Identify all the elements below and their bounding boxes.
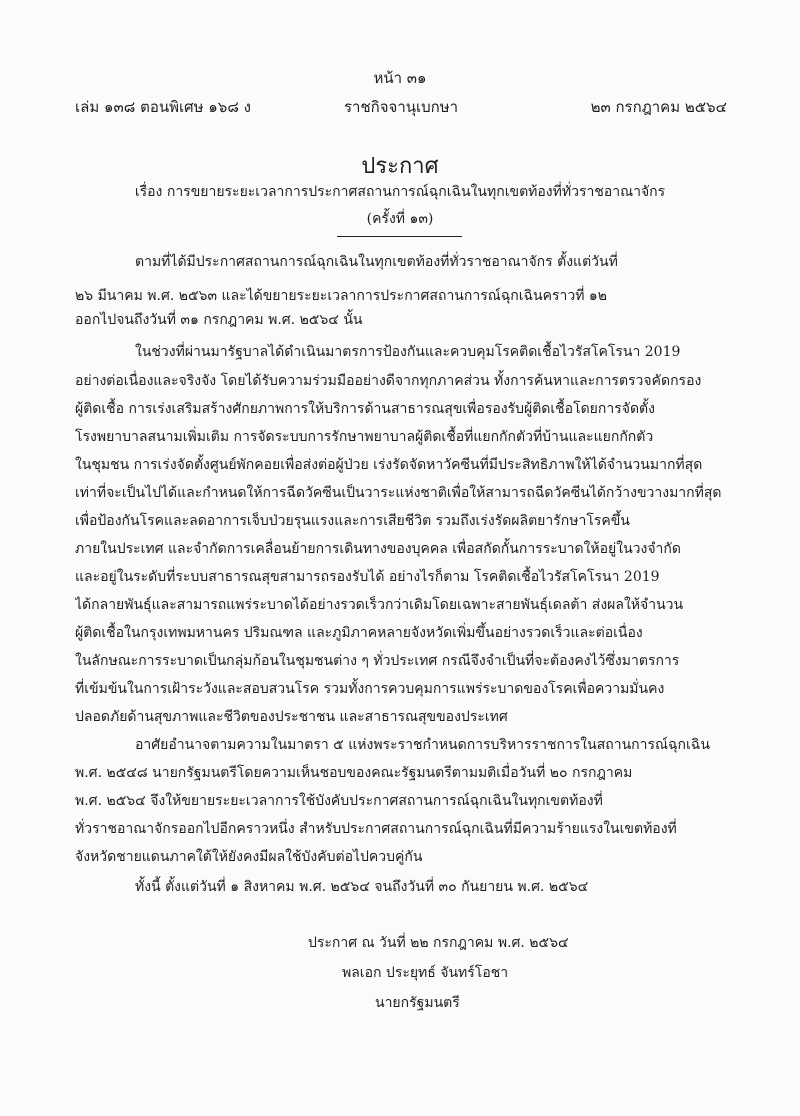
publication-date: ๒๓ กรกฎาคม ๒๕๖๔ [590,98,727,116]
body-line: พ.ศ. ๒๕๔๘ นายกรัฐมนตรีโดยความเห็นชอบของคณะรัฐมนตรีตามมติเมื่อวันที่ ๒๐ กรกฎาคม [75,765,633,781]
page-number: หน้า ๓๑ [373,69,427,87]
body-line: และอยู่ในระดับที่ระบบสาธารณสุขสามารถรองรับได้ อย่างไรก็ตาม โรคติดเชื้อไวรัสโคโรนา 2019 [75,569,660,585]
announcement-title: ประกาศ [361,154,439,179]
announcement-round: (ครั้งที่ ๑๓) [366,211,434,227]
body-line: ออกไปจนถึงวันที่ ๓๑ กรกฎาคม พ.ศ. ๒๕๖๔ นั้น [75,312,363,328]
body-line: ได้กลายพันธุ์และสามารถแพร่ระบาดได้อย่างรวดเร็วกว่าเดิมโดยเฉพาะสายพันธุ์เดลต้า ส่งผลให้จำนวน [75,597,684,613]
issue-date: ประกาศ ณ วันที่ ๒๒ กรกฎาคม พ.ศ. ๒๕๖๔ [308,935,569,951]
body-line: ในลักษณะการระบาดเป็นกลุ่มก้อนในชุมชนต่าง ๆ ทั่วประเทศ กรณีจึงจำเป็นที่จะต้องคงไว้ซึ่งมาตรการ [75,653,680,669]
body-line: เพื่อป้องกันโรคและลดอาการเจ็บป่วยรุนแรงและการเสียชีวิต รวมถึงเร่งรัดผลิตยารักษาโรคขึ้น [75,513,630,529]
body-line: ที่เข้มข้นในการเฝ้าระวังและสอบสวนโรค รวมทั้งการควบคุมการแพร่ระบาดของโรคเพื่อความมั่นคง [75,681,665,697]
body-line: อย่างต่อเนื่องและจริงจัง โดยได้รับความร่วมมืออย่างดีจากทุกภาคส่วน ทั้งการค้นหาและการตรวจคัดกรอง [75,373,702,389]
signatory-position: นายกรัฐมนตรี [375,995,460,1011]
body-line: ๒๖ มีนาคม พ.ศ. ๒๕๖๓ และได้ขยายระยะเวลาการประกาศสถานการณ์ฉุกเฉินคราวที่ ๑๒ [75,288,608,304]
gazette-name: ราชกิจจานุเบกษา [344,98,459,116]
body-line: ผู้ติดเชื้อในกรุงเทพมหานคร ปริมณฑล และภูมิภาคหลายจังหวัดเพิ่มขึ้นอย่างรวดเร็วและต่อเนื่อง [75,625,643,641]
body-line: ทั้งนี้ ตั้งแต่วันที่ ๑ สิงหาคม พ.ศ. ๒๕๖๔ จนถึงวันที่ ๓๐ กันยายน พ.ศ. ๒๕๖๔ [135,879,589,895]
body-line: ในชุมชน การเร่งจัดตั้งศูนย์พักคอยเพื่อส่งต่อผู้ป่วย เร่งรัดจัดหาวัคซีนที่มีประสิทธิภาพให้ได้จำนวนมากที่สุด [75,457,703,473]
body-line: ในช่วงที่ผ่านมารัฐบาลได้ดำเนินมาตรการป้องกันและควบคุมโรคติดเชื้อไวรัสโคโรนา 2019 [135,344,681,360]
body-line: ทั่วราชอาณาจักรออกไปอีกคราวหนึ่ง สำหรับประกาศสถานการณ์ฉุกเฉินที่มีความร้ายแรงในเขตท้องที่ [75,821,677,837]
announcement-subject: เรื่อง การขยายระยะเวลาการประกาศสถานการณ์ฉุกเฉินในทุกเขตท้องที่ทั่วราชอาณาจักร [134,184,666,200]
signatory-name: พลเอก ประยุทธ์ จันทร์โอชา [342,965,509,981]
body-line: อาศัยอำนาจตามความในมาตรา ๕ แห่งพระราชกำหนดการบริหารราชการในสถานการณ์ฉุกเฉิน [135,737,710,753]
body-line: โรงพยาบาลสนามเพิ่มเติม การจัดระบบการรักษาพยาบาลผู้ติดเชื้อที่แยกกักตัวที่บ้านและแยกกักตัว [75,429,654,445]
volume-issue: เล่ม ๑๓๘ ตอนพิเศษ ๑๖๘ ง [75,98,251,116]
body-line: ตามที่ได้มีประกาศสถานการณ์ฉุกเฉินในทุกเขตท้องที่ทั่วราชอาณาจักร ตั้งแต่วันที่ [135,254,618,270]
body-line: จังหวัดชายแดนภาคใต้ให้ยังคงมีผลใช้บังคับต่อไปควบคู่กัน [75,849,423,865]
body-line: ภายในประเทศ และจำกัดการเคลื่อนย้ายการเดินทางของบุคคล เพื่อสกัดกั้นการระบาดให้อยู่ในวงจำกัด [75,541,681,557]
body-line: เท่าที่จะเป็นไปได้และกำหนดให้การฉีดวัคซีนเป็นวาระแห่งชาติเพื่อให้สามารถฉีดวัคซีนได้กว้างขวางมากที่สุด [75,485,722,501]
body-line: ผู้ติดเชื้อ การเร่งเสริมสร้างศักยภาพการให้บริการด้านสาธารณสุขเพื่อรองรับผู้ติดเชื้อโดยการจัดตั้ง [75,401,655,417]
body-line: พ.ศ. ๒๕๖๔ จึงให้ขยายระยะเวลาการใช้บังคับประกาศสถานการณ์ฉุกเฉินในทุกเขตท้องที่ [75,793,603,809]
title-divider [337,236,462,237]
gazette-header [75,95,727,117]
body-line: ปลอดภัยด้านสุขภาพและชีวิตของประชาชน และสาธารณสุขของประเทศ [75,709,508,725]
